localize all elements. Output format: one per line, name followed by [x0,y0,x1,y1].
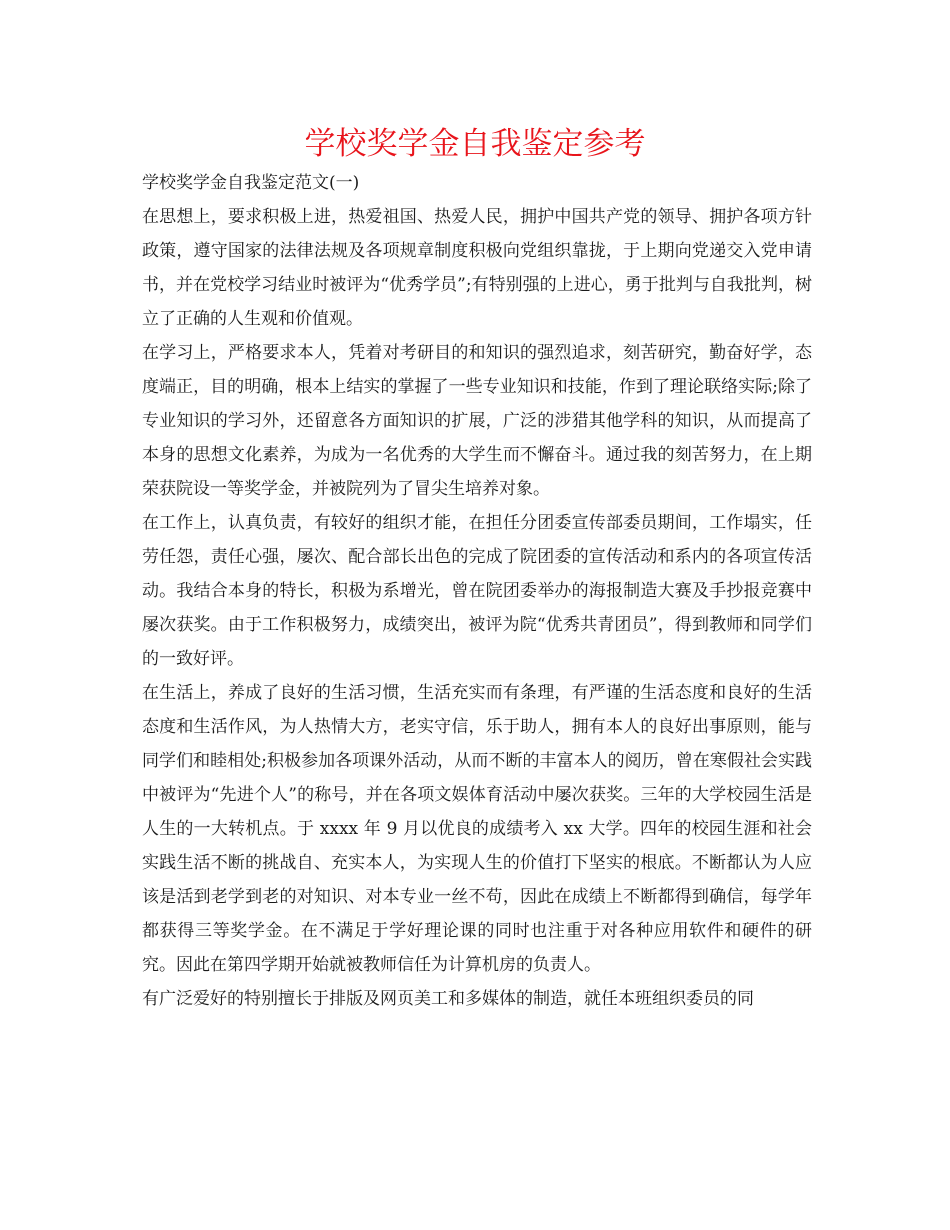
paragraph-hobbies: 有广泛爱好的特别擅长于排版及网页美工和多媒体的制造，就任本班组织委员的同 [142,989,754,1009]
paragraph-work: 在工作上，认真负责，有较好的组织才能，在担任分团委宣传部委员期间，工作塌实，任劳任怨，责任心强，屡次、配合部长出色的完成了院团委的宣传活动和系内的各项宣传活动。我结合本身的特长，积极为系增光，曾在院团委举办的海报制造大赛及手抄报竞赛中屡次获奖。由于工作积极努力，成绩突出，被评为院“优秀共青团员”，得到教师和同学们的一致好评。 [142,513,812,669]
document-title: 学校奖学金自我鉴定参考 [304,126,646,162]
paragraph-study: 在学习上，严格要求本人，凭着对考研目的和知识的强烈追求，刻苦研究，勤奋好学，态度端正，目的明确，根本上结实的掌握了一些专业知识和技能，作到了理论联络实际;除了专业知识的学习外，还留意各方面知识的扩展，广泛的涉猎其他学科的知识，从而提高了本身的思想文化素养，为成为一名优秀的大学生而不懈奋斗。通过我的刻苦努力，在上期荣获院设一等奖学金，并被院列为了冒尖生培养对象。 [142,343,812,499]
paragraph-life: 在生活上，养成了良好的生活习惯，生活充实而有条理，有严谨的生活态度和良好的生活态度和生活作风，为人热情大方，老实守信，乐于助人，拥有本人的良好出事原则，能与同学们和睦相处;积极参加各项课外活动，从而不断的丰富本人的阅历，曾在寒假社会实践中被评为“先进个人”的称号，并在各项文娱体育活动中屡次获奖。三年的大学校园生活是人生的一大转机点。于 xxxx 年 9 月以优良的成绩考入 xx 大学。四年的校园生涯和社会实践生活不断的挑战自、充实本人，为实现人生的价值打下坚实的根底。不断都认为人应该是活到老学到老的对知识、对本专业一丝不苟，因此在成绩上不断都得到确信，每学年都获得三等奖学金。在不满足于学好理论课的同时也注重于对各种应用软件和硬件的研究。因此在第四学期开始就被教师信任为计算机房的负责人。 [142,683,812,975]
paragraph-ideology: 在思想上，要求积极上进，热爱祖国、热爱人民，拥护中国共产党的领导、拥护各项方针政策，遵守国家的法律法规及各项规章制度积极向党组织靠拢，于上期向党递交入党申请书，并在党校学习结业时被评为“优秀学员”;有特别强的上进心，勇于批判与自我批判，树立了正确的人生观和价值观。 [142,207,812,329]
document-subtitle: 学校奖学金自我鉴定范文(一) [142,173,360,193]
document-body [142,166,812,1016]
